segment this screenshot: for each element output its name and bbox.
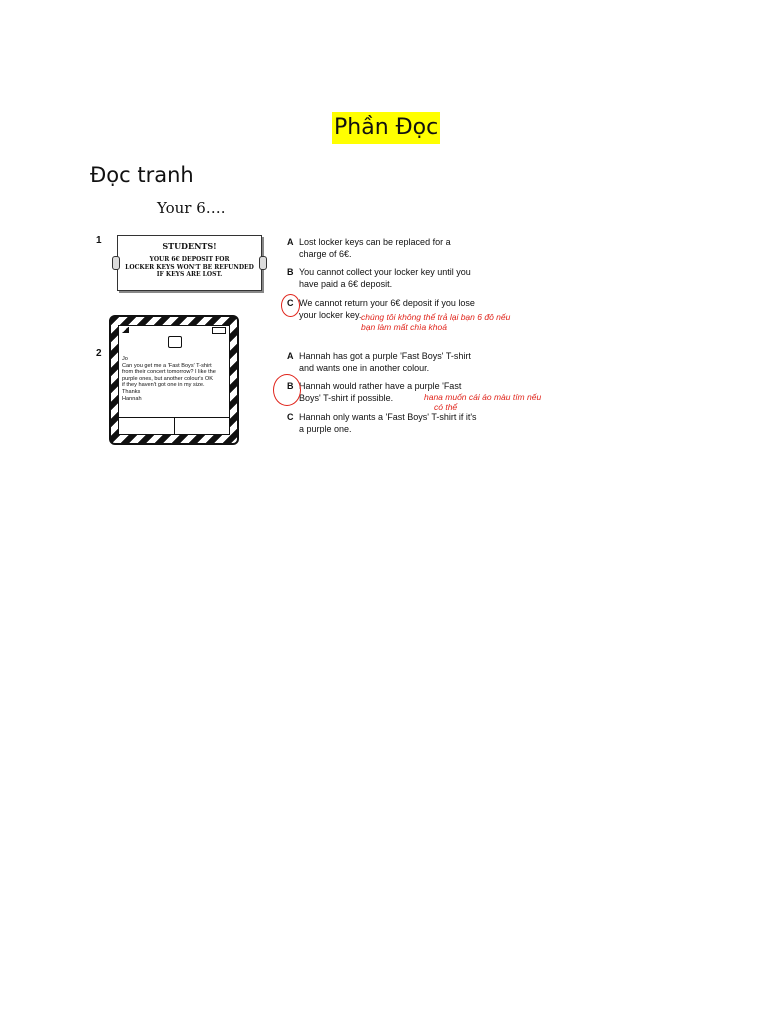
sign-line: IF KEYS ARE LOST. (156, 271, 223, 278)
q1-option-b (287, 266, 471, 290)
option-letter: C (287, 412, 294, 422)
option-letter: B (287, 267, 294, 277)
annotation-line: bạn làm mất chìa khoá (361, 322, 447, 332)
intro-text: Your 6…. (157, 199, 226, 217)
option-text: Hannah would rather have a purple 'Fast (299, 381, 462, 391)
option-letter: A (287, 351, 294, 361)
option-text: Hannah only wants a 'Fast Boys' T-shirt if it's (299, 412, 477, 422)
q2-annotation (424, 392, 541, 412)
signal-icon (121, 327, 129, 333)
annotation-line: chúng tôi không thể trả lại bạn 6 đô nếu (361, 312, 511, 322)
page-title: Phần Đọc (332, 112, 440, 144)
message-line: from their concert tomorrow? I like the (122, 369, 216, 376)
answer-circle-q1 (281, 294, 300, 317)
section-heading: Đọc tranh (90, 163, 194, 187)
option-letter: A (287, 237, 294, 247)
option-text: We cannot return your 6€ deposit if you lose (299, 298, 475, 308)
option-text: Hannah has got a purple 'Fast Boys' T-shirt (299, 351, 471, 361)
option-letter: B (287, 381, 294, 391)
text-message (122, 356, 226, 402)
option-letter: C (287, 298, 294, 308)
option-text: Lost locker keys can be replaced for a (299, 237, 451, 247)
sign-title: STUDENTS! (162, 241, 217, 251)
students-sign (117, 235, 262, 291)
q1-annotation (361, 312, 510, 332)
sign-body (118, 256, 261, 279)
answer-circle-q2 (273, 374, 301, 406)
annotation-line: hana muốn cái áo màu tím nếu (424, 392, 542, 402)
message-line: Can you get me a 'Fast Boys' T-shirt (122, 362, 212, 369)
option-text: Boys' T-shirt if possible. (299, 393, 394, 403)
message-line: Hannah (122, 395, 142, 402)
option-text: have paid a 6€ deposit. (299, 279, 393, 289)
q2-option-a (287, 350, 471, 374)
phone-softkeys (119, 417, 229, 434)
option-text: a purple one. (299, 424, 352, 434)
message-line: Thanks (122, 388, 141, 395)
message-line: Jo (122, 356, 128, 362)
sign-line: YOUR 6€ DEPOSIT FOR (149, 256, 230, 263)
battery-icon (212, 327, 226, 334)
question-number-1: 1 (96, 235, 102, 246)
softkey-right (174, 418, 230, 434)
annotation-line: có thể (434, 402, 458, 412)
option-text: You cannot collect your locker key until you (299, 267, 471, 277)
message-line: if they haven't got one in my size. (122, 382, 205, 389)
option-text: your locker key. (299, 310, 362, 320)
phone-illustration (109, 315, 239, 445)
sign-line: LOCKER KEYS WON'T BE REFUNDED (125, 263, 254, 271)
q1-option-a (287, 236, 451, 260)
message-line: purple ones, but another colour's OK (122, 375, 213, 382)
status-bar (119, 326, 229, 334)
phone-screen (118, 325, 230, 435)
q2-option-c (287, 411, 477, 435)
option-text: and wants one in another colour. (299, 363, 430, 373)
question-number-2: 2 (96, 348, 102, 359)
envelope-icon (168, 336, 182, 348)
softkey-left (119, 418, 174, 434)
option-text: charge of 6€. (299, 249, 352, 259)
